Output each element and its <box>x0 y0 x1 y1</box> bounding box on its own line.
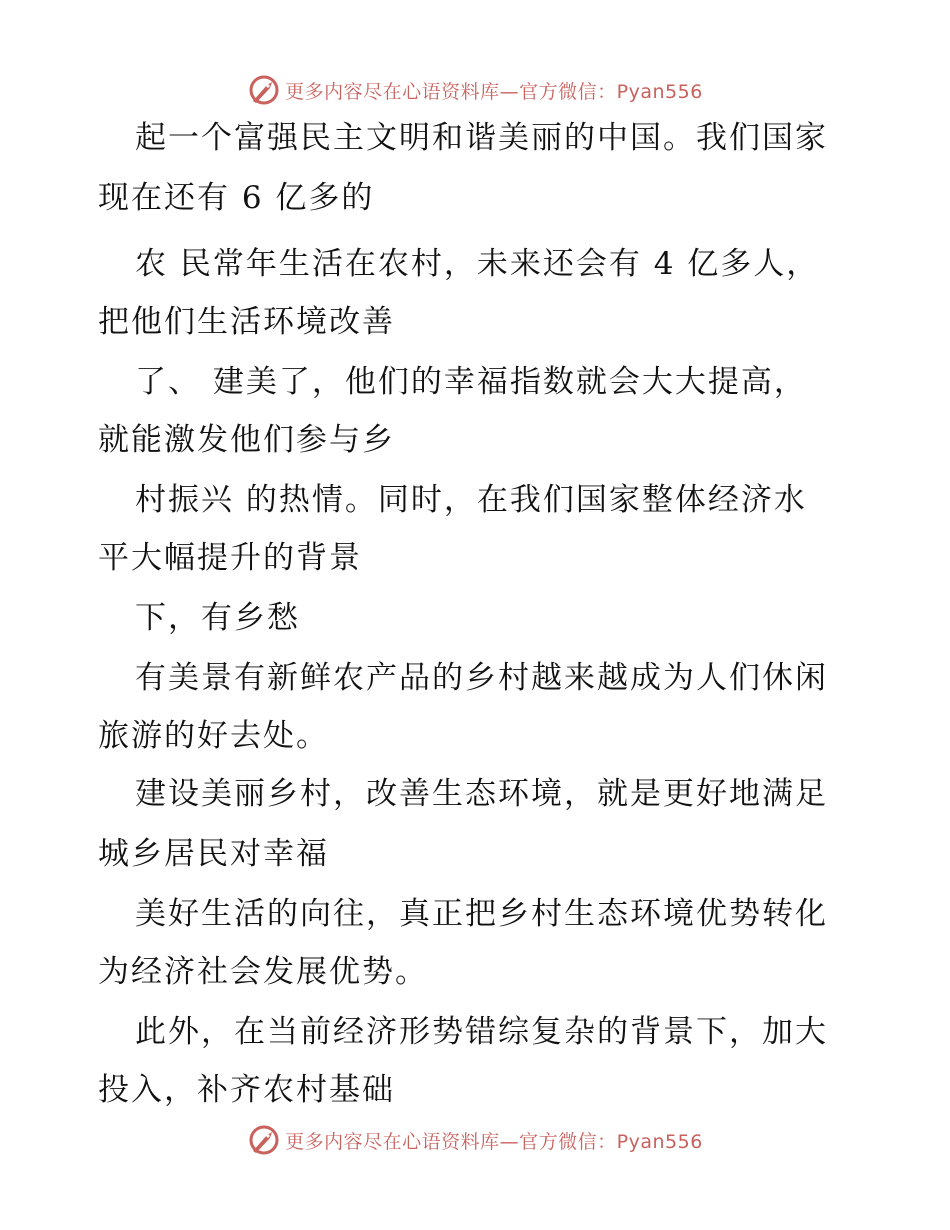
text-line: 美好生活的向往，真正把乡村生态环境优势转化 <box>135 896 828 932</box>
pen-nib-logo-icon <box>247 1123 281 1157</box>
pen-nib-logo-icon <box>247 73 281 107</box>
bottom-watermark-banner <box>0 1120 950 1160</box>
text-line: 旅游的好去处。 <box>98 718 329 754</box>
text-line: 把他们生活环境改善 <box>98 304 395 340</box>
text-line: 现在还有 6 亿多的 <box>98 180 375 216</box>
watermark-text: 更多内容尽在心语资料库—官方微信：Pyan556 <box>285 80 703 103</box>
text-line: 有美景有新鲜农产品的乡村越来越成为人们休闲 <box>135 660 828 696</box>
text-line: 此外，在当前经济形势错综复杂的背景下，加大 <box>135 1014 828 1050</box>
text-line: 下，有乡愁 <box>135 600 300 636</box>
top-watermark-banner <box>0 70 950 110</box>
text-line: 为经济社会发展优势。 <box>98 954 428 990</box>
text-line: 城乡居民对幸福 <box>98 836 329 872</box>
text-line: 了、 建美了，他们的幸福指数就会大大提高， <box>135 364 807 400</box>
text-line: 起一个富强民主文明和谐美丽的中国。我们国家 <box>135 120 828 156</box>
text-line: 农 民常年生活在农村，未来还会有 4 亿多人， <box>135 246 820 282</box>
text-line: 投入，补齐农村基础 <box>98 1072 395 1108</box>
text-line: 平大幅提升的背景 <box>98 540 362 576</box>
text-line: 建设美丽乡村，改善生态环境，就是更好地满足 <box>135 776 828 812</box>
text-line: 村振兴 的热情。同时，在我们国家整体经济水 <box>135 482 807 518</box>
watermark-text: 更多内容尽在心语资料库—官方微信：Pyan556 <box>285 1130 703 1153</box>
text-line: 就能激发他们参与乡 <box>98 422 395 458</box>
